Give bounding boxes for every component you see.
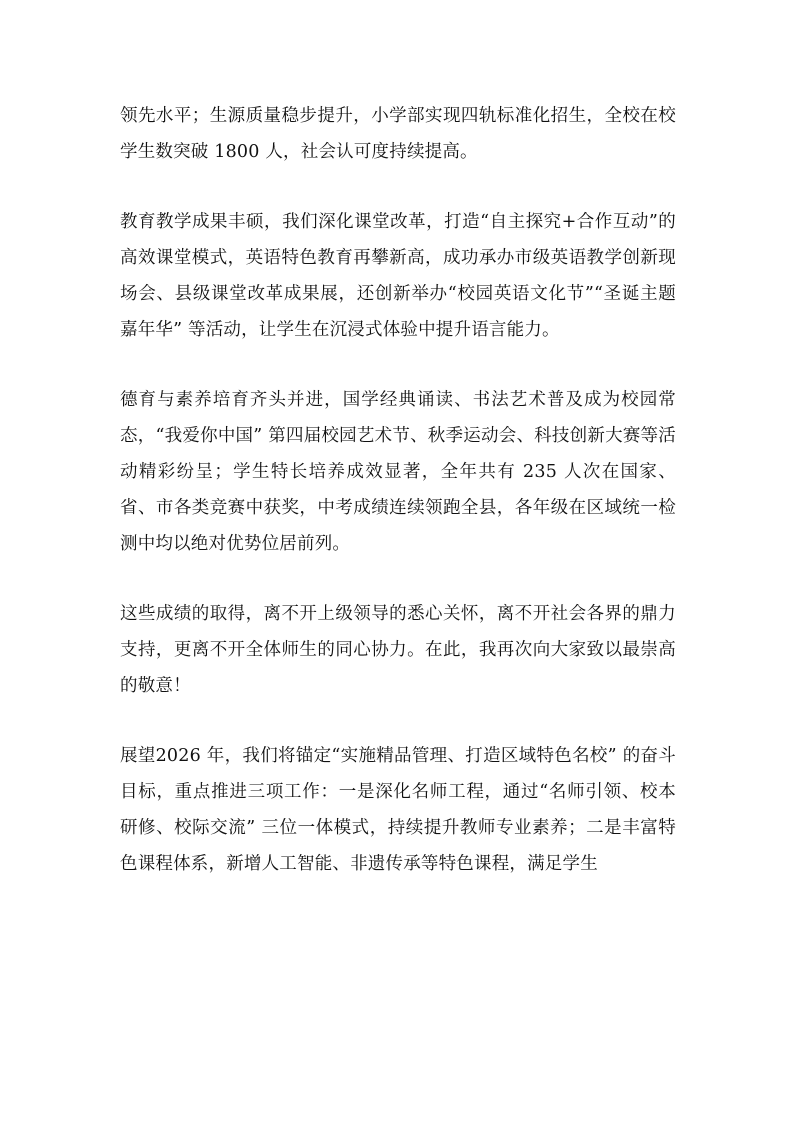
paragraph-gratitude: 这些成绩的取得，离不开上级领导的悉心关怀，离不开社会各界的鼎力支持，更离不开全体师生的同心协力。在此，我再次向大家致以最崇高的敬意！ [120, 604, 676, 696]
paragraph-moral-education: 德育与素养培育齐头并进，国学经典诵读、书法艺术普及成为校园常态，“我爱你中国” 第四届校园艺术节、秋季运动会、科技创新大赛等活动精彩纷呈；学生特长培养成效显著，全年共有 235 人次在国家、省、市各类竞赛中获奖，中考成绩连续领跑全县，各年级在区域统一检测中均以绝对优势位居前列。 [120, 390, 676, 554]
paragraph-teaching-results: 教育教学成果丰硕，我们深化课堂改革，打造“自主探究+合作互动”的高效课堂模式，英语特色教育再攀新高，成功承办市级英语教学创新现场会、县级课堂改革成果展，还创新举办“校园英语文化节”“圣诞主题嘉年华” 等活动，让学生在沉浸式体验中提升语言能力。 [120, 212, 676, 340]
paragraph-outlook-2026: 展望2026 年，我们将锚定“实施精品管理、打造区域特色名校” 的奋斗目标，重点推进三项工作：一是深化名师工程，通过“名师引领、校本研修、校际交流” 三位一体模式，持续提升教师专业素养；二是丰富特色课程体系，新增人工智能、非遗传承等特色课程，满足学生 [120, 746, 676, 874]
paragraph-enrollment: 领先水平；生源质量稳步提升，小学部实现四轨标准化招生，全校在校学生数突破 1800 人，社会认可度持续提高。 [120, 106, 676, 162]
document-body [120, 98, 676, 916]
